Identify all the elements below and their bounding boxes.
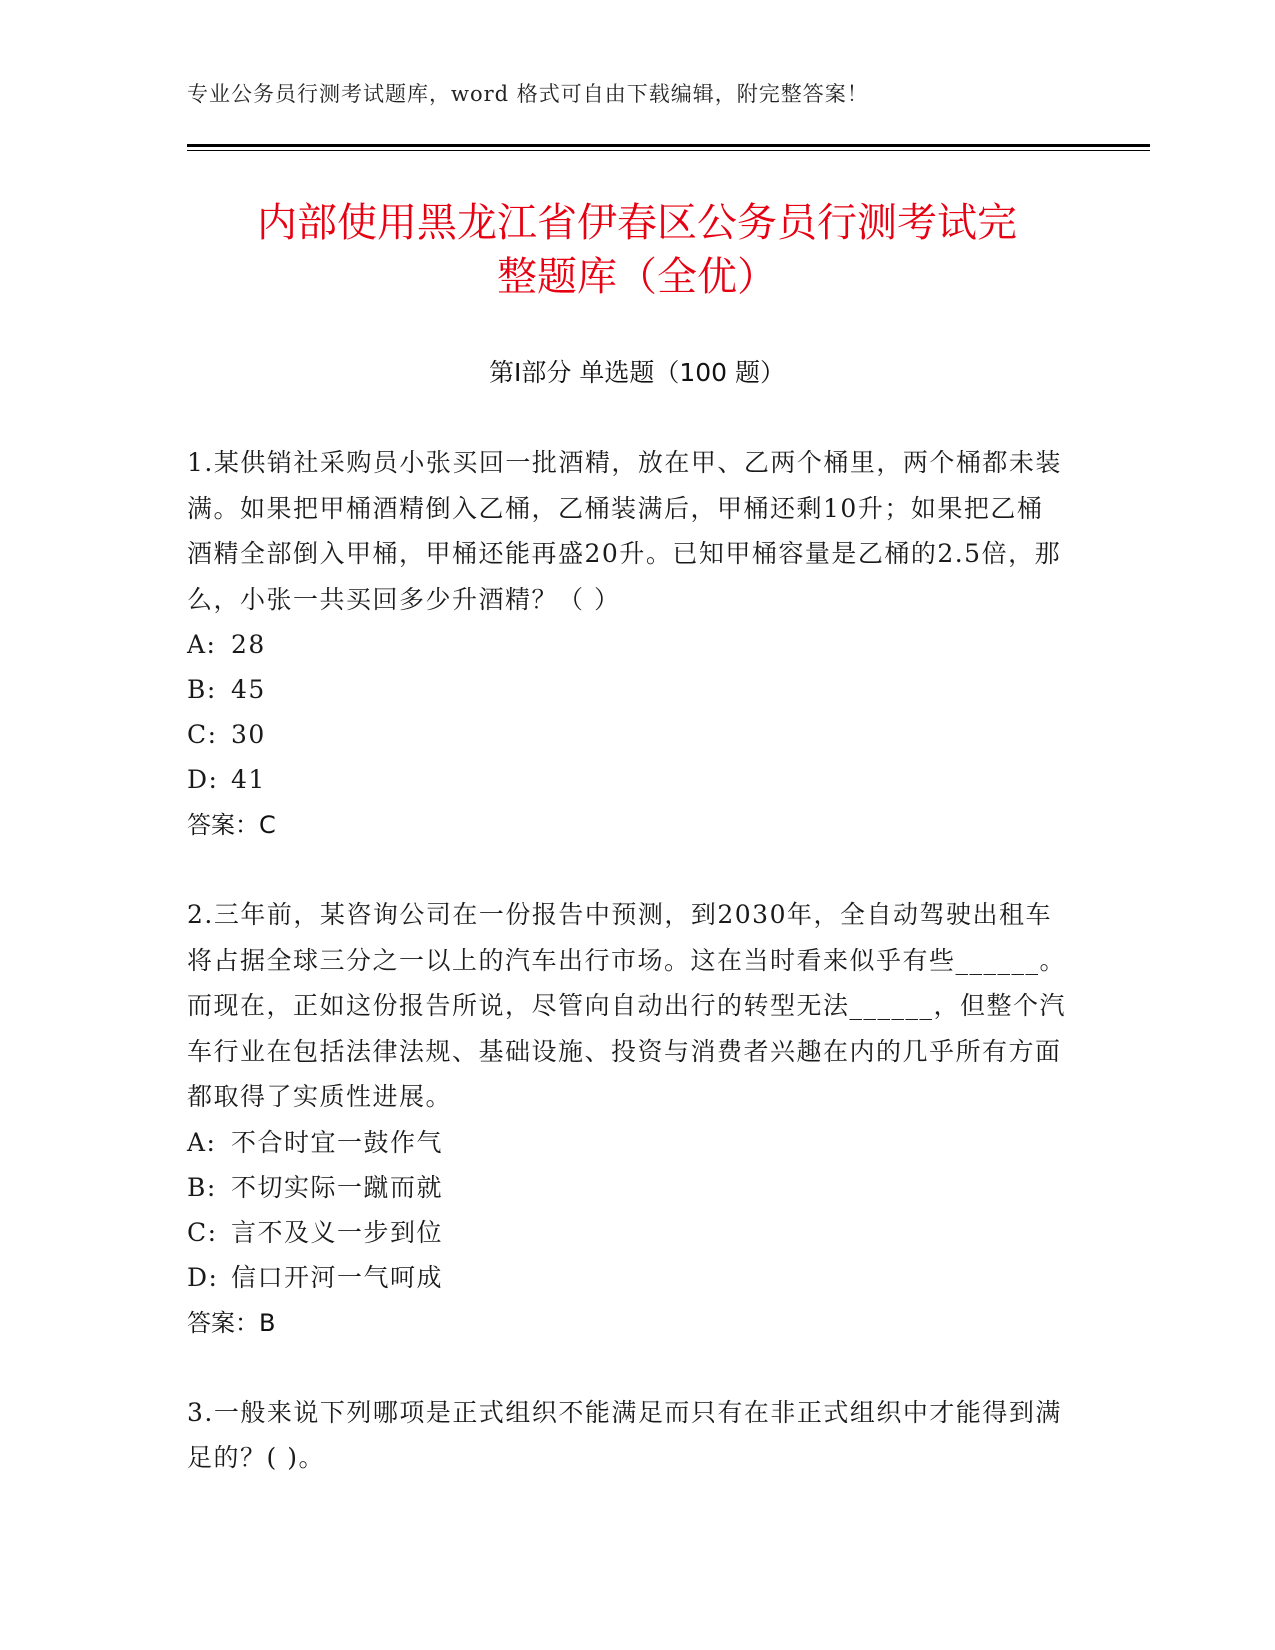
option-text: 不合时宜一鼓作气 — [231, 1127, 444, 1157]
option-c — [187, 1210, 1067, 1255]
answer-line: 答案：B — [187, 1308, 276, 1337]
option-text: 41 — [231, 765, 266, 794]
option-d — [187, 1255, 1067, 1300]
option-letter: A: — [187, 630, 217, 659]
question-text: 2.三年前，某咨询公司在一份报告中预测，到2030年，全自动驾驶出租车将占据全球三分之一以上的汽车出行市场。这在当时看来似乎有些______。而现在，正如这份报告所说，尽管向自动出行的转型无法______，但整个汽车行业在包括法律法规、基础设施、投资与消费者兴趣在内的几乎所有方面都取得了实质性进展。 — [187, 900, 1067, 1111]
option-letter: B: — [187, 1172, 217, 1202]
header-rule-thick — [187, 144, 1150, 147]
section-title: 第Ⅰ部分 单选题（100 题） — [489, 358, 785, 387]
option-c — [187, 712, 1067, 757]
question-item — [187, 1390, 1067, 1481]
option-letter: D: — [187, 765, 219, 794]
option-text: 45 — [231, 675, 266, 704]
question-item — [187, 440, 1067, 848]
option-letter: C: — [187, 720, 218, 749]
option-letter: B: — [187, 675, 217, 704]
header-rule-thin — [187, 150, 1150, 151]
option-letter: A: — [187, 1127, 217, 1157]
question-item — [187, 892, 1067, 1346]
option-text: 信口开河一气呵成 — [231, 1262, 444, 1292]
answer-line: 答案：C — [187, 811, 276, 839]
option-a — [187, 622, 1067, 667]
option-letter: C: — [187, 1217, 218, 1247]
document-title-line-2: 整题库（全优） — [497, 254, 777, 300]
option-text: 不切实际一蹴而就 — [231, 1172, 444, 1202]
question-text: 1.某供销社采购员小张买回一批酒精，放在甲、乙两个桶里，两个桶都未装满。如果把甲桶酒精倒入乙桶，乙桶装满后，甲桶还剩10升；如果把乙桶酒精全部倒入甲桶，甲桶还能再盛20升。已知甲桶容量是乙桶的2.5倍，那么，小张一共买回多少升酒精？（ ） — [187, 448, 1062, 614]
option-b — [187, 667, 1067, 712]
option-text: 28 — [231, 630, 266, 659]
document-title-line-1: 内部使用黑龙江省伊春区公务员行测考试完 — [257, 200, 1017, 246]
document-title — [187, 196, 1087, 304]
option-text: 30 — [231, 720, 266, 749]
option-letter: D: — [187, 1262, 219, 1292]
option-a — [187, 1120, 1067, 1165]
option-text: 言不及义一步到位 — [231, 1217, 444, 1247]
header-note: 专业公务员行测考试题库，word 格式可自由下载编辑，附完整答案！ — [187, 82, 869, 106]
option-b — [187, 1165, 1067, 1210]
option-d — [187, 757, 1067, 802]
question-text: 3.一般来说下列哪项是正式组织不能满足而只有在非正式组织中才能得到满足的？( )。 — [187, 1397, 1062, 1472]
question-list — [187, 440, 1067, 1525]
